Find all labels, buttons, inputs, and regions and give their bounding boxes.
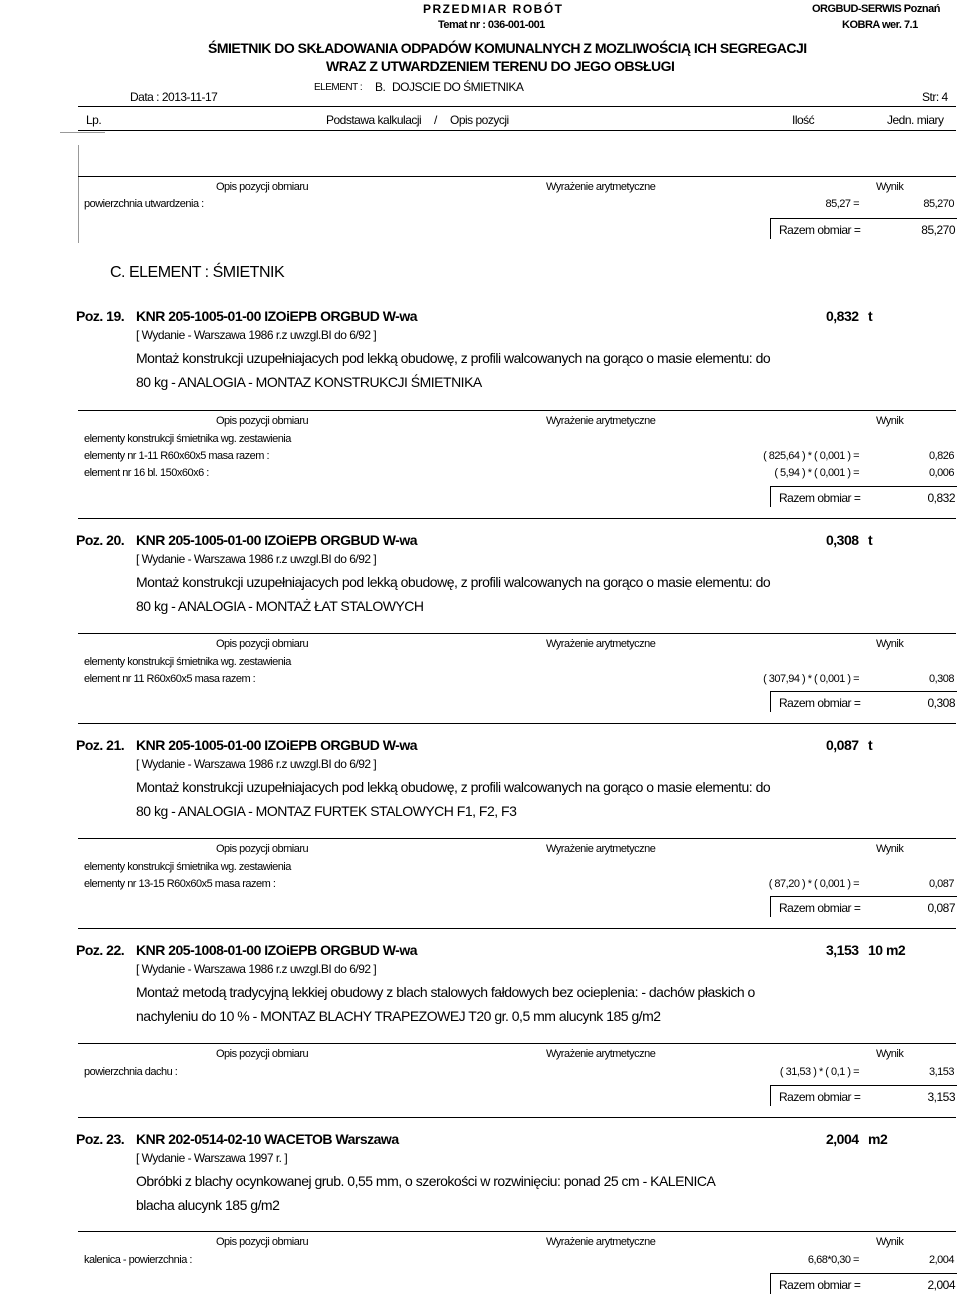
razem-label: Razem obmiar = [779, 1090, 861, 1104]
meas-col-opis: Opis pozycji obmiaru [216, 415, 309, 427]
meas-col-opis: Opis pozycji obmiaru [216, 843, 309, 855]
meas-col-opis: Opis pozycji obmiaru [216, 638, 309, 650]
meas-col-wynik: Wynik [876, 638, 904, 650]
position-edition: [ Wydanie - Warszawa 1997 r. ] [136, 1151, 288, 1165]
row-expression: ( 825,64 ) * ( 0,001 ) = [763, 450, 859, 462]
meas-col-opis: Opis pozycji obmiaru [216, 181, 309, 193]
measurement-header [78, 633, 956, 653]
margin-mark [60, 132, 105, 133]
position-edition: [ Wydanie - Warszawa 1986 r.z uwzgl.BI do 6/92 ] [136, 552, 377, 566]
razem-value: 85,270 [921, 223, 955, 237]
measurement-group [84, 861, 954, 877]
document-title: PRZEDMIAR ROBÓT [423, 2, 564, 16]
position-unit: 10 m2 [868, 942, 906, 958]
position-quantity: 3,153 [826, 942, 859, 958]
position-separator [78, 518, 956, 519]
meas-col-wyrazenie: Wyrażenie arytmetyczne [546, 843, 656, 855]
position-separator [78, 1117, 956, 1118]
main-title-line-1: ŚMIETNIK DO SKŁADOWANIA ODPADÓW KOMUNALNYCH Z MOZLIWOŚCIĄ ICH SEGREGACJI [208, 40, 807, 56]
row-label: powierzchnia dachu : [84, 1066, 178, 1078]
measurement-row [84, 1254, 954, 1270]
measurement-header [78, 176, 956, 196]
software-version: KOBRA wer. 7.1 [842, 19, 918, 31]
measurement-header [78, 1043, 956, 1063]
header-divider [78, 106, 956, 107]
row-expression: ( 307,94 ) * ( 0,001 ) = [763, 673, 859, 685]
meas-col-wyrazenie: Wyrażenie arytmetyczne [546, 1236, 656, 1248]
razem-value: 3,153 [927, 1090, 955, 1104]
position-number: Poz. 22. [76, 942, 125, 958]
razem-value: 2,004 [927, 1278, 955, 1292]
measurement-header [78, 1231, 956, 1251]
measurement-row [84, 673, 954, 689]
razem-label: Razem obmiar = [779, 696, 861, 710]
group-label: elementy konstrukcji śmietnika wg. zestawienia [84, 656, 291, 668]
razem-obmiar-box [770, 486, 957, 507]
measurement-row [84, 467, 954, 483]
position-quantity: 0,087 [826, 737, 859, 753]
position-description-2: 80 kg - ANALOGIA - MONTAZ FURTEK STALOWYCH F1, F2, F3 [136, 803, 517, 819]
razem-label: Razem obmiar = [779, 223, 861, 237]
position-description-2: 80 kg - ANALOGIA - MONTAŻ ŁAT STALOWYCH [136, 598, 424, 614]
position-description-1: Montaż konstrukcji uzupełniajacych pod lekką obudowę, z profili walcowanych na gorąco o masie elementu: do [136, 779, 771, 795]
meas-col-wyrazenie: Wyrażenie arytmetyczne [546, 181, 656, 193]
meas-col-opis: Opis pozycji obmiaru [216, 1048, 309, 1060]
position-unit: t [868, 737, 873, 753]
meas-col-wyrazenie: Wyrażenie arytmetyczne [546, 1048, 656, 1060]
element-code: B. [375, 80, 386, 94]
row-label: powierzchnia utwardzenia : [84, 198, 204, 210]
position-description-1: Montaż metodą tradycyjną lekkiej obudowy z blach stalowych fałdowych bez ocieplenia: - dachów płaskich o [136, 984, 755, 1000]
measurement-row [84, 450, 954, 466]
position-description-2: nachyleniu do 10 % - MONTAZ BLACHY TRAPEZOWEJ T20 gr. 0,5 mm alucynk 185 g/m2 [136, 1008, 661, 1024]
position-description-1: Montaż konstrukcji uzupełniajacych pod lekką obudowę, z profili walcowanych na gorąco o masie elementu: do [136, 574, 771, 590]
position-number: Poz. 19. [76, 308, 125, 324]
col-opis: Opis pozycji [450, 113, 509, 127]
col-slash: / [434, 113, 437, 127]
position-separator [78, 723, 956, 724]
position-knr: KNR 205-1008-01-00 IZOiEPB ORGBUD W-wa [136, 942, 418, 958]
element-name: DOJSCIE DO ŚMIETNIKA [392, 80, 524, 94]
row-expression: 85,27 = [825, 198, 859, 210]
position-number: Poz. 21. [76, 737, 125, 753]
row-expression: 6,68*0,30 = [807, 1254, 859, 1266]
position-edition: [ Wydanie - Warszawa 1986 r.z uwzgl.BI do 6/92 ] [136, 328, 377, 342]
row-result: 0,087 [928, 878, 954, 890]
razem-label: Razem obmiar = [779, 901, 861, 915]
position-description-2: blacha alucynk 185 g/m2 [136, 1197, 280, 1213]
position-number: Poz. 23. [76, 1131, 125, 1147]
measurement-row [84, 1066, 954, 1082]
meas-col-wynik: Wynik [876, 1236, 904, 1248]
measurement-row [84, 878, 954, 894]
col-jedn: Jedn. miary [887, 113, 944, 127]
measurement-row [84, 198, 954, 214]
row-expression: ( 87,20 ) * ( 0,001 ) = [768, 878, 859, 890]
meas-col-wyrazenie: Wyrażenie arytmetyczne [546, 415, 656, 427]
row-result: 0,308 [928, 673, 954, 685]
meas-col-wynik: Wynik [876, 415, 904, 427]
document-date: Data : 2013-11-17 [130, 90, 218, 104]
element-c-heading: C. ELEMENT : ŚMIETNIK [110, 264, 285, 281]
position-knr: KNR 202-0514-02-10 WACETOB Warszawa [136, 1131, 399, 1147]
element-label: ELEMENT : [314, 82, 363, 93]
razem-obmiar-box [770, 1085, 957, 1106]
razem-obmiar-box [770, 218, 957, 239]
row-label: element nr 16 bl. 150x60x6 : [84, 467, 209, 479]
position-unit: t [868, 532, 873, 548]
position-quantity: 0,308 [826, 532, 859, 548]
row-expression: ( 5,94 ) * ( 0,001 ) = [774, 467, 859, 479]
position-quantity: 2,004 [826, 1131, 859, 1147]
main-title-line-2: WRAZ Z UTWARDZENIEM TERENU DO JEGO OBSŁUGI [326, 58, 675, 74]
razem-value: 0,308 [927, 696, 955, 710]
razem-label: Razem obmiar = [779, 1278, 861, 1292]
columns-divider [78, 130, 956, 131]
razem-label: Razem obmiar = [779, 491, 861, 505]
meas-col-wyrazenie: Wyrażenie arytmetyczne [546, 638, 656, 650]
measurement-header [78, 410, 956, 430]
razem-obmiar-box [770, 896, 957, 917]
group-label: elementy konstrukcji śmietnika wg. zestawienia [84, 861, 291, 873]
position-unit: t [868, 308, 873, 324]
company-name: ORGBUD-SERWIS Poznań [812, 3, 940, 15]
meas-col-wynik: Wynik [876, 843, 904, 855]
position-description-2: 80 kg - ANALOGIA - MONTAZ KONSTRUKCJI ŚMIETNIKA [136, 374, 482, 390]
position-edition: [ Wydanie - Warszawa 1986 r.z uwzgl.BI do 6/92 ] [136, 962, 377, 976]
page-number: Str: 4 [922, 90, 948, 104]
row-expression: ( 31,53 ) * ( 0,1 ) = [779, 1066, 859, 1078]
meas-col-wynik: Wynik [876, 1048, 904, 1060]
razem-obmiar-box [770, 691, 957, 712]
measurement-group [84, 433, 954, 449]
position-knr: KNR 205-1005-01-00 IZOiEPB ORGBUD W-wa [136, 532, 418, 548]
col-ilosc: Ilość [792, 113, 815, 127]
row-label: elementy nr 13-15 R60x60x5 masa razem : [84, 878, 276, 890]
meas-col-opis: Opis pozycji obmiaru [216, 1236, 309, 1248]
razem-obmiar-box [770, 1273, 957, 1294]
position-knr: KNR 205-1005-01-00 IZOiEPB ORGBUD W-wa [136, 308, 418, 324]
position-description-1: Montaż konstrukcji uzupełniajacych pod lekką obudowę, z profili walcowanych na gorąco o masie elementu: do [136, 350, 771, 366]
position-quantity: 0,832 [826, 308, 859, 324]
meas-col-wynik: Wynik [876, 181, 904, 193]
position-unit: m2 [868, 1131, 888, 1147]
col-podstawa: Podstawa kalkulacji [326, 113, 422, 127]
row-result: 85,270 [923, 198, 954, 210]
col-lp: Lp. [86, 113, 102, 127]
row-result: 3,153 [928, 1066, 954, 1078]
temat-number: Temat nr : 036-001-001 [438, 19, 545, 31]
position-separator [78, 928, 956, 929]
measurement-group [84, 656, 954, 672]
group-label: elementy konstrukcji śmietnika wg. zestawienia [84, 433, 291, 445]
row-label: elementy nr 1-11 R60x60x5 masa razem : [84, 450, 269, 462]
row-label: element nr 11 R60x60x5 masa razem : [84, 673, 256, 685]
row-result: 0,006 [928, 467, 954, 479]
position-edition: [ Wydanie - Warszawa 1986 r.z uwzgl.BI do 6/92 ] [136, 757, 377, 771]
razem-value: 0,087 [927, 901, 955, 915]
position-knr: KNR 205-1005-01-00 IZOiEPB ORGBUD W-wa [136, 737, 418, 753]
position-description-1: Obróbki z blachy ocynkowanej grub. 0,55 mm, o szerokości w rozwinięciu: ponad 25 cm - KALENICA [136, 1173, 716, 1189]
measurement-header [78, 838, 956, 858]
row-label: kalenica - powierzchnia : [84, 1254, 192, 1266]
position-number: Poz. 20. [76, 532, 125, 548]
row-result: 0,826 [928, 450, 954, 462]
row-result: 2,004 [928, 1254, 954, 1266]
razem-value: 0,832 [927, 491, 955, 505]
